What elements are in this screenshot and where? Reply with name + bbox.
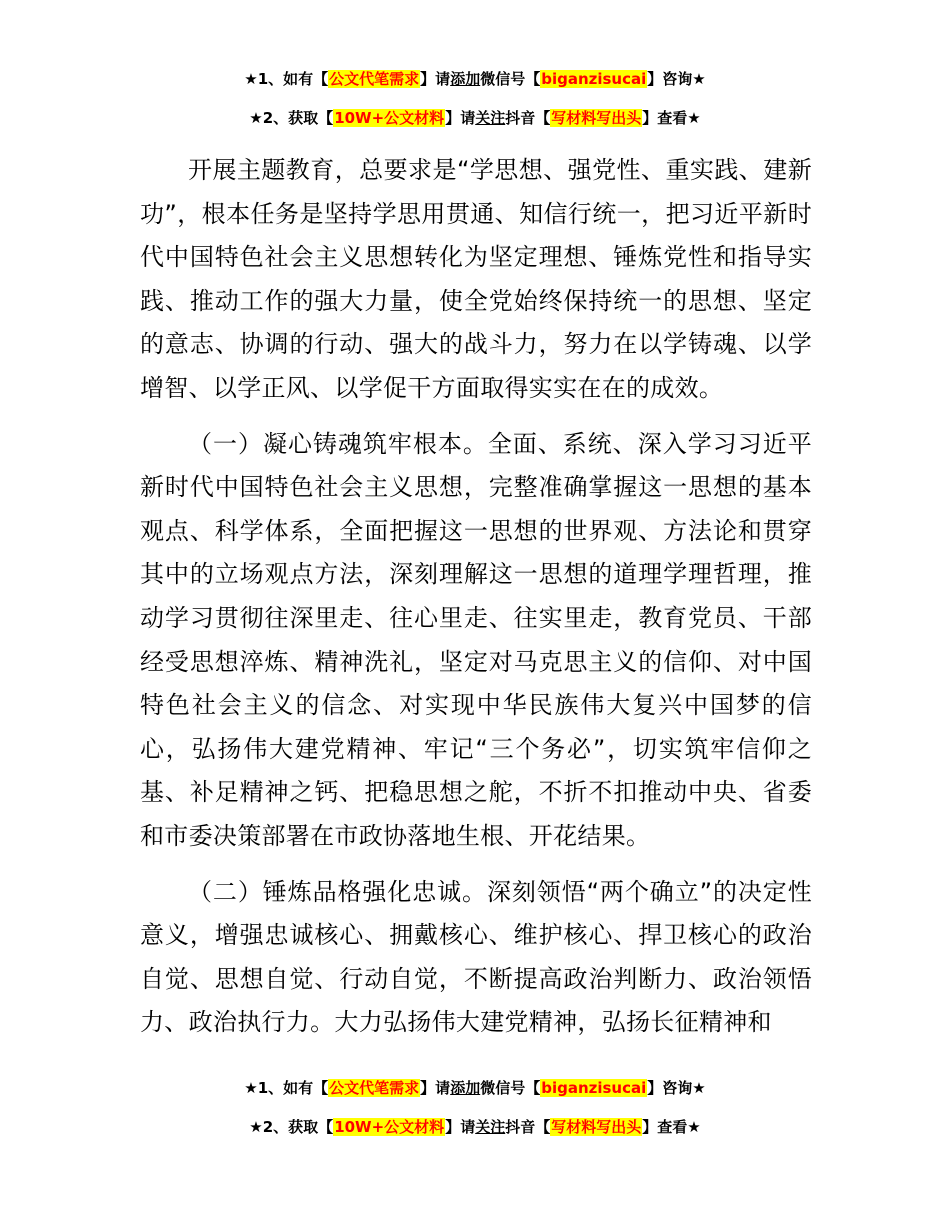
highlight-materials: 10W+公文材料 [334, 109, 445, 127]
document-body [140, 149, 812, 1045]
highlight-douyin: 写材料写出头 [551, 109, 642, 127]
banner-line-2: ★2、获取【10W+公文材料】请关注抖音【写材料写出头】查看★ [249, 109, 701, 127]
highlight-douyin: 写材料写出头 [551, 1118, 642, 1136]
star-icon: ★ [244, 1079, 258, 1097]
highlight-wechat-id: biganzisucai [541, 70, 647, 88]
banner-line-2: ★2、获取【10W+公文材料】请关注抖音【写材料写出头】查看★ [249, 1118, 701, 1136]
paragraph-intro: 开展主题教育，总要求是“学思想、强党性、重实践、建新功”，根本任务是坚持学思用贯通、知信行统一，把习近平新时代中国特色社会主义思想转化为坚定理想、锤炼党性和指导实践、推动工作的强大力量，使全党始终保持统一的思想、坚定的意志、协调的行动、强大的战斗力，努力在以学铸魂、以学增智、以学正风、以学促干方面取得实实在在的成效。 [140, 156, 812, 402]
paragraph-section-2: （二）锤炼品格强化忠诚。深刻领悟“两个确立”的决定性意义，增强忠诚核心、拥戴核心、维护核心、捍卫核心的政治自觉、思想自觉、行动自觉，不断提高政治判断力、政治领悟力、政治执行力。大力弘扬伟大建党精神，弘扬长征精神和 [140, 877, 812, 1037]
paragraph-section-1: （一）凝心铸魂筑牢根本。全面、系统、深入学习习近平新时代中国特色社会主义思想，完整准确掌握这一思想的基本观点、科学体系，全面把握这一思想的世界观、方法论和贯穿其中的立场观点方法，深刻理解这一思想的道理学理哲理，推动学习贯彻往深里走、往心里走、往实里走，教育党员、干部经受思想淬炼、精神洗礼，坚定对马克思主义的信仰、对中国特色社会主义的信念、对实现中华民族伟大复兴中国梦的信心，弘扬伟大建党精神、牢记“三个务必”，切实筑牢信仰之基、补足精神之钙、把稳思想之舵，不折不扣推动中央、省委和市委决策部署在市政协落地生根、开花结果。 [140, 429, 812, 850]
banner-line-1: ★1、如有【公文代笔需求】请添加微信号【biganzisucai】咨询★ [244, 1079, 706, 1097]
underlined-word: 关注 [475, 109, 506, 127]
underlined-word: 添加 [450, 70, 481, 88]
highlight-service: 公文代笔需求 [329, 1079, 420, 1097]
star-icon: ★ [244, 70, 258, 88]
banner-line-1: ★1、如有【公文代笔需求】请添加微信号【biganzisucai】咨询★ [244, 70, 706, 88]
highlight-materials: 10W+公文材料 [334, 1118, 445, 1136]
top-banner [0, 66, 950, 131]
highlight-service: 公文代笔需求 [329, 70, 420, 88]
bottom-banner [0, 1075, 950, 1140]
underlined-word: 添加 [450, 1079, 481, 1097]
highlight-wechat-id: biganzisucai [541, 1079, 647, 1097]
underlined-word: 关注 [475, 1118, 506, 1136]
